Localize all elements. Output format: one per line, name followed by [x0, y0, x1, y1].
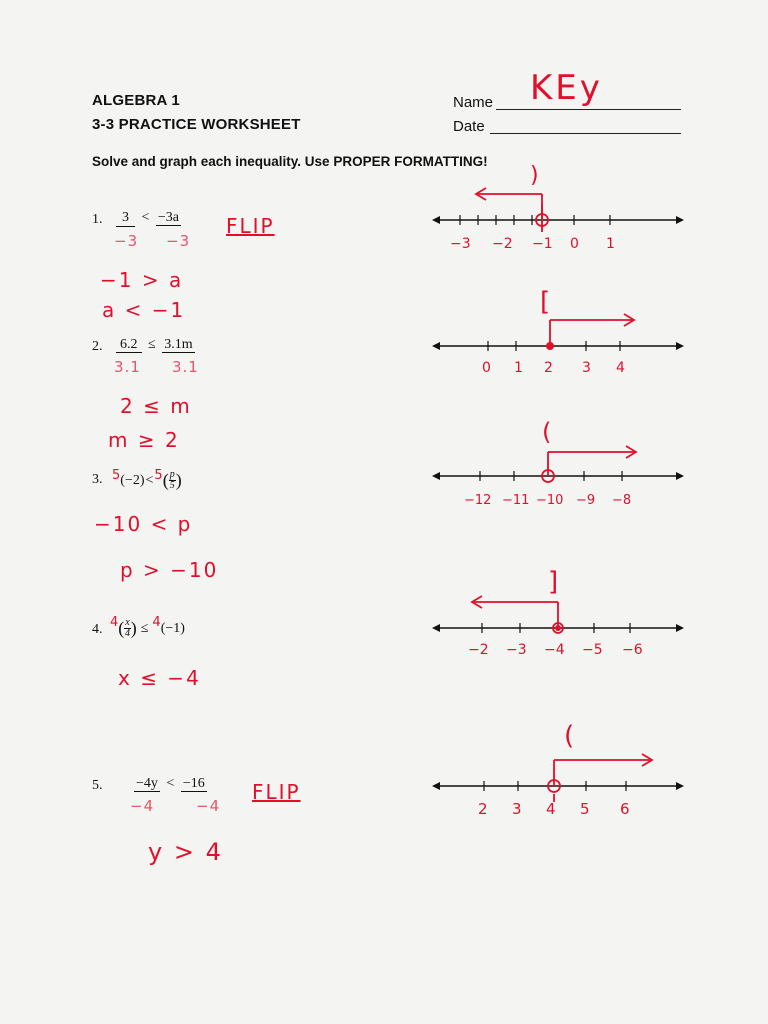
tick-label: −10 [536, 493, 564, 508]
name-label: Name [453, 94, 494, 111]
number-line-4 [430, 560, 690, 660]
tick-label: 4 [616, 360, 625, 376]
eq-op: < [145, 472, 154, 488]
tick-label: 3 [512, 800, 522, 818]
tick-label: −8 [612, 493, 632, 508]
eq-left: 6.2 [116, 337, 142, 353]
divisor-left: −3 [114, 232, 139, 250]
step-1: −1 > a [100, 268, 184, 292]
problem-equation [134, 776, 207, 792]
eq-op: < [166, 776, 175, 791]
number-line-1 [430, 160, 690, 260]
frac-den: 5 [169, 480, 175, 491]
divisor-left: 3.1 [114, 358, 141, 376]
name-handwritten: KEy [530, 68, 603, 108]
problem-number: 5. [92, 778, 103, 793]
course-title: ALGEBRA 1 [92, 92, 180, 109]
divisor-right: −4 [196, 797, 221, 815]
tick-label: −2 [468, 642, 489, 658]
problem-number: 2. [92, 339, 103, 354]
multiplier: 5 [112, 468, 121, 483]
tick-label: 1 [606, 236, 615, 252]
step-1: y > 4 [148, 838, 223, 866]
divisor-left: −4 [130, 797, 155, 815]
tick-label: −2 [492, 236, 513, 252]
problem-number: 1. [92, 212, 103, 227]
tick-label: 5 [580, 800, 590, 818]
tick-label: 4 [546, 800, 556, 818]
tick-label: −4 [544, 642, 565, 658]
tick-label: 1 [514, 360, 523, 376]
eq-right: −16 [182, 776, 205, 791]
tick-label: −11 [502, 493, 530, 508]
tick-label: 2 [478, 800, 488, 818]
bracket-symbol: [ [540, 287, 551, 317]
eq-op: ≤ [140, 620, 149, 636]
eq-left: −4y [136, 776, 158, 791]
instructions: Solve and graph each inequality. Use PROPER FORMATTING! [92, 154, 488, 169]
flip-note: FLIP [226, 214, 275, 238]
tick-label: −9 [576, 493, 596, 508]
bracket-symbol: ( [564, 721, 575, 751]
step-1: x ≤ −4 [118, 666, 201, 690]
eq-right: 3.1m [164, 337, 193, 352]
bracket-symbol: ( [542, 418, 552, 446]
multiplier: 4 [152, 615, 161, 630]
problem-equation [116, 210, 181, 227]
multiplier: 5 [154, 468, 163, 483]
problem-equation: 5 (−2) < 5 ( $\frac{p}{5}$ ) [112, 468, 182, 491]
flip-note: FLIP [252, 780, 301, 804]
step-2: p > −10 [120, 558, 219, 582]
number-line-3 [430, 410, 690, 510]
tick-label: 6 [620, 800, 630, 818]
step-1: 2 ≤ m [120, 394, 192, 418]
date-label: Date [453, 118, 485, 135]
tick-label: −6 [622, 642, 643, 658]
eq-right: −3a [157, 210, 180, 225]
problem-equation: 4 ( $\frac{x}{4}$ ) ≤ 4 (−1) [110, 615, 185, 639]
step-2: m ≥ 2 [108, 428, 180, 452]
name-line [496, 109, 681, 110]
tick-label: −3 [506, 642, 527, 658]
divisor-right: 3.1 [172, 358, 199, 376]
number-line-2 [430, 280, 690, 380]
eq-left: 3 [116, 210, 135, 227]
tick-label: −12 [464, 493, 492, 508]
tick-label: −5 [582, 642, 603, 658]
tick-label: 0 [570, 236, 579, 252]
bracket-symbol: ] [548, 567, 559, 597]
worksheet-title: 3-3 PRACTICE WORKSHEET [92, 116, 301, 133]
problem-equation [116, 337, 195, 353]
multiplier: 4 [110, 615, 119, 630]
problem-number: 4. [92, 622, 103, 637]
eq-left: (−2) [120, 472, 145, 488]
bracket-symbol: ) [530, 163, 539, 188]
number-line-5 [430, 710, 690, 820]
divisor-right: −3 [166, 232, 191, 250]
step-1: −10 < p [94, 512, 193, 536]
frac-num: x [125, 617, 130, 628]
frac-den: 4 [125, 628, 130, 639]
tick-label: 2 [544, 360, 553, 376]
tick-label: 0 [482, 360, 491, 376]
tick-label: 3 [582, 360, 591, 376]
frac-num: p [169, 469, 175, 480]
problem-number: 3. [92, 472, 103, 487]
step-2: a < −1 [102, 298, 186, 322]
eq-right: (−1) [160, 620, 185, 636]
tick-label: −3 [450, 236, 471, 252]
date-line [490, 133, 681, 134]
tick-label: −1 [532, 236, 553, 252]
eq-op: ≤ [148, 337, 156, 352]
eq-op: < [141, 210, 150, 225]
